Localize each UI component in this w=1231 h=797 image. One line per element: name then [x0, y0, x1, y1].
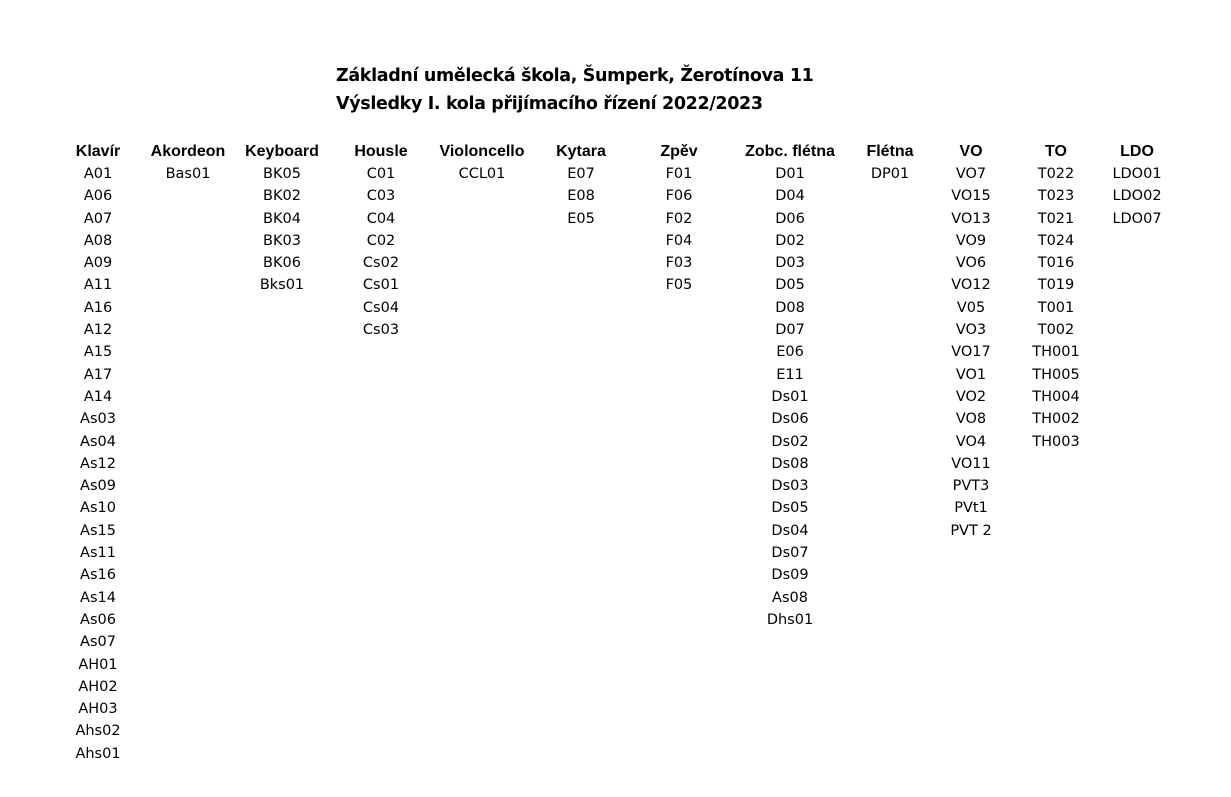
- applicant-code: As04: [80, 433, 116, 450]
- applicant-code: As11: [80, 545, 116, 562]
- applicant-code: BK02: [263, 188, 301, 205]
- column-kytara: [526, 141, 636, 230]
- applicant-code: A17: [83, 366, 113, 383]
- applicant-code: C04: [366, 210, 396, 227]
- document-title: [336, 62, 814, 118]
- applicant-code: Cs04: [362, 299, 400, 316]
- applicant-code: LDO02: [1112, 188, 1162, 205]
- applicant-code: F05: [665, 277, 693, 294]
- applicant-code: Ds01: [771, 388, 809, 405]
- applicant-code: A16: [83, 299, 113, 316]
- applicant-code: Ds09: [771, 567, 809, 584]
- applicant-code: A08: [83, 232, 113, 249]
- applicant-code: VO3: [955, 322, 987, 339]
- applicant-code: Ds08: [771, 455, 809, 472]
- applicant-code: VO1: [955, 366, 987, 383]
- applicant-code: As09: [80, 478, 116, 495]
- applicant-code: V05: [956, 299, 986, 316]
- column-header: Zobc. flétna: [745, 143, 835, 160]
- applicant-code: BK04: [263, 210, 301, 227]
- applicant-code: Dhs01: [766, 611, 814, 628]
- column-zobc-fletna: [735, 141, 845, 631]
- column-items: [227, 163, 337, 297]
- applicant-code: TH003: [1032, 433, 1080, 450]
- applicant-code: AH03: [78, 701, 118, 718]
- applicant-code: As16: [80, 567, 116, 584]
- results-title: Výsledky I. kola přijímacího řízení 2022/2023: [336, 94, 763, 114]
- applicant-code: TH005: [1032, 366, 1080, 383]
- applicant-code: LDO07: [1112, 210, 1162, 227]
- column-header: Akordeon: [150, 143, 226, 160]
- applicant-code: DP01: [870, 166, 910, 182]
- applicant-code: LDO01: [1112, 166, 1162, 182]
- applicant-code: D03: [775, 255, 805, 272]
- applicant-code: As14: [80, 589, 116, 606]
- applicant-code: F03: [665, 255, 693, 272]
- applicant-code: A14: [83, 388, 113, 405]
- applicant-code: TH002: [1032, 411, 1080, 428]
- applicant-code: VO8: [955, 411, 987, 428]
- column-housle: [326, 141, 436, 341]
- applicant-code: D05: [775, 277, 805, 294]
- applicant-code: A12: [83, 322, 113, 339]
- applicant-code: TH001: [1032, 344, 1080, 361]
- column-keyboard: [227, 141, 337, 297]
- applicant-code: D07: [775, 322, 805, 339]
- applicant-code: T001: [1037, 299, 1075, 316]
- applicant-code: F02: [665, 210, 693, 227]
- applicant-code: Ds07: [771, 545, 809, 562]
- applicant-code: D08: [775, 299, 805, 316]
- column-header: TO: [1045, 143, 1067, 160]
- applicant-code: TH004: [1032, 388, 1080, 405]
- column-zpev: [624, 141, 734, 297]
- applicant-code: F06: [665, 188, 693, 205]
- column-header: Housle: [354, 143, 408, 160]
- applicant-code: Ds05: [771, 500, 809, 517]
- applicant-code: T002: [1037, 322, 1075, 339]
- applicant-code: BK05: [263, 166, 301, 182]
- applicant-code: VO7: [955, 166, 987, 182]
- applicant-code: As15: [80, 522, 116, 539]
- applicant-code: VO9: [955, 232, 987, 249]
- applicant-code: VO13: [951, 210, 991, 227]
- applicant-code: As06: [80, 611, 116, 628]
- column-header: Kytara: [556, 143, 606, 160]
- applicant-code: Ds03: [771, 478, 809, 495]
- column-items: [427, 163, 537, 185]
- applicant-code: As12: [80, 455, 116, 472]
- applicant-code: As03: [80, 411, 116, 428]
- column-header: VO: [959, 143, 983, 160]
- applicant-code: C03: [366, 188, 396, 205]
- applicant-code: E06: [776, 344, 804, 361]
- applicant-code: Ds06: [771, 411, 809, 428]
- column-violoncello: [427, 141, 537, 185]
- column-header: Zpěv: [660, 143, 698, 160]
- applicant-code: T019: [1037, 277, 1075, 294]
- column-header: Violoncello: [439, 143, 525, 160]
- applicant-code: Ahs01: [75, 745, 121, 762]
- applicant-code: E05: [567, 210, 595, 227]
- column-ldo: [1082, 141, 1192, 230]
- applicant-code: A15: [83, 344, 113, 361]
- applicant-code: D01: [775, 166, 805, 182]
- applicant-code: Ds02: [771, 433, 809, 450]
- applicant-code: VO2: [955, 388, 987, 405]
- applicant-code: T022: [1037, 166, 1075, 182]
- applicant-code: D04: [775, 188, 805, 205]
- applicant-code: Ds04: [771, 522, 809, 539]
- applicant-code: Bks01: [259, 277, 305, 294]
- column-items: [1082, 163, 1192, 230]
- applicant-code: As08: [772, 589, 808, 606]
- applicant-code: PVT 2: [950, 522, 992, 539]
- applicant-code: C01: [366, 166, 396, 182]
- school-name: Základní umělecká škola, Šumperk, Žerotínova 11: [336, 66, 814, 86]
- applicant-code: AH01: [78, 656, 118, 673]
- column-items: [326, 163, 436, 341]
- applicant-code: T024: [1037, 232, 1075, 249]
- applicant-code: D06: [775, 210, 805, 227]
- applicant-code: VO12: [951, 277, 991, 294]
- applicant-code: A09: [83, 255, 113, 272]
- applicant-code: PVT3: [952, 478, 990, 495]
- applicant-code: VO6: [955, 255, 987, 272]
- column-header: LDO: [1120, 143, 1154, 160]
- applicant-code: Cs03: [362, 322, 400, 339]
- applicant-code: A07: [83, 210, 113, 227]
- applicant-code: Cs01: [362, 277, 400, 294]
- column-header: Keyboard: [245, 143, 319, 160]
- applicant-code: Cs02: [362, 255, 400, 272]
- applicant-code: CCL01: [458, 166, 506, 182]
- applicant-code: E08: [567, 188, 595, 205]
- applicant-code: E07: [567, 166, 595, 182]
- applicant-code: Bas01: [165, 166, 211, 182]
- applicant-code: BK06: [263, 255, 301, 272]
- applicant-code: T023: [1037, 188, 1075, 205]
- applicant-code: PVt1: [954, 500, 988, 517]
- applicant-code: As10: [80, 500, 116, 517]
- applicant-code: F01: [665, 166, 693, 182]
- applicant-code: T016: [1037, 255, 1075, 272]
- applicant-code: As07: [80, 634, 116, 651]
- applicant-code: C02: [366, 232, 396, 249]
- applicant-code: BK03: [263, 232, 301, 249]
- applicant-code: A01: [83, 166, 113, 182]
- applicant-code: D02: [775, 232, 805, 249]
- applicant-code: AH02: [78, 678, 118, 695]
- applicant-code: VO11: [951, 455, 991, 472]
- applicant-code: VO15: [951, 188, 991, 205]
- applicant-code: T021: [1037, 210, 1075, 227]
- column-items: [43, 163, 153, 765]
- column-items: [735, 163, 845, 631]
- applicant-code: F04: [665, 232, 693, 249]
- column-header: Klavír: [75, 143, 121, 160]
- applicant-code: Ahs02: [75, 723, 121, 740]
- applicant-code: VO4: [955, 433, 987, 450]
- applicant-code: A11: [83, 277, 113, 294]
- applicant-code: E11: [776, 366, 804, 383]
- column-items: [624, 163, 734, 297]
- applicant-code: VO17: [951, 344, 991, 361]
- column-header: Flétna: [866, 143, 914, 160]
- column-items: [526, 163, 636, 230]
- column-klavir: [43, 141, 153, 765]
- applicant-code: A06: [83, 188, 113, 205]
